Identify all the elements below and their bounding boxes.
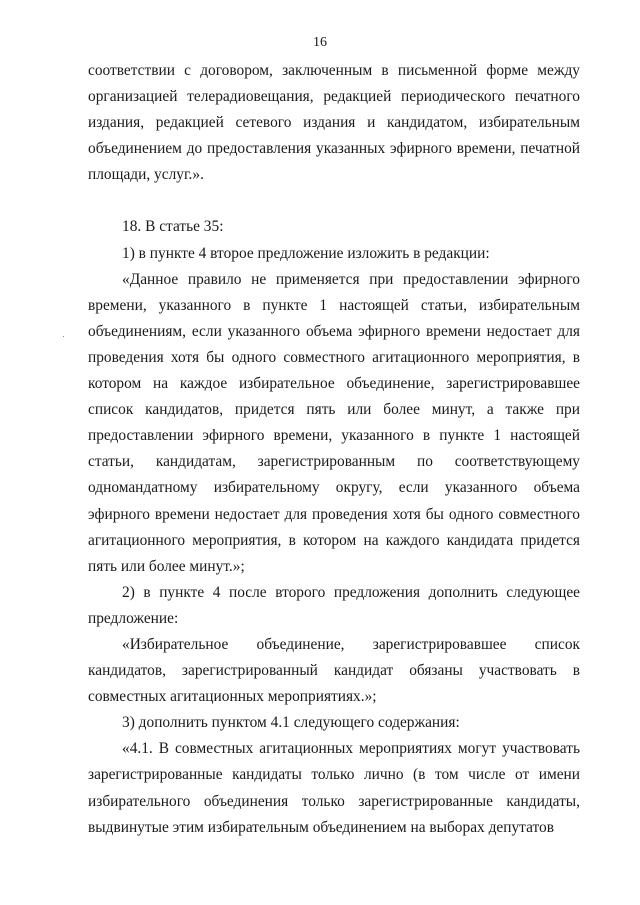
margin-mark [63,336,64,337]
paragraph-item-3: 3) дополнить пунктом 4.1 следующего содержания: [122,714,460,732]
paragraph-item-2: 2) в пункте 4 после второго предложения дополнить следующее предложение: [88,583,580,627]
paragraph-quote-3: «4.1. В совместных агитационных мероприятиях могут участвовать зарегистрированные кандидаты только лично (в том числе от имени избирательного объединения только зарегистрированные кандидаты, выдвинутые этим избирательным объединением на выборах депутатов [88,740,580,836]
paragraph-quote-1: «Данное правило не применяется при предоставлении эфирного времени, указанного в пункте 1 настоящей статьи, избирательным объединениям, если указанного объема эфирного времени недостает для проведения хотя бы одного совместного агитационного мероприятия, в котором на каждое избирательное объединение, зарегистрировавшее список кандидатов, придется пять или более минут, а также при предоставлении эфирного времени, указанного в пункте 1 настоящей статьи, кандидатам, зарегистрированным по соответствующему одномандатному избирательному округу, если указанного объема эфирного времени недостает для проведения хотя бы одного совместного агитационного мероприятия, в котором на каждого кандидата придется пять или более минут.»; [88,270,580,575]
paragraph-article-18: 18. В статье 35: [122,218,224,236]
paragraph-continuation: соответствии с договором, заключенным в письменной форме между организацией телерадиовещания, редакцией периодического печатного издания, редакцией сетевого издания и кандидатом, избирательным объединением до предоставления указанных эфирного времени, печатной площади, услуг.». [88,62,580,184]
paragraph-quote-2: «Избирательное объединение, зарегистрировавшее список кандидатов, зарегистрированный кандидат обязаны участвовать в совместных агитационных мероприятиях.»; [88,635,580,706]
page-number: 16 [313,35,327,50]
paragraph-item-1: 1) в пункте 4 второе предложение изложить в редакции: [122,244,490,262]
document-body [88,58,580,841]
